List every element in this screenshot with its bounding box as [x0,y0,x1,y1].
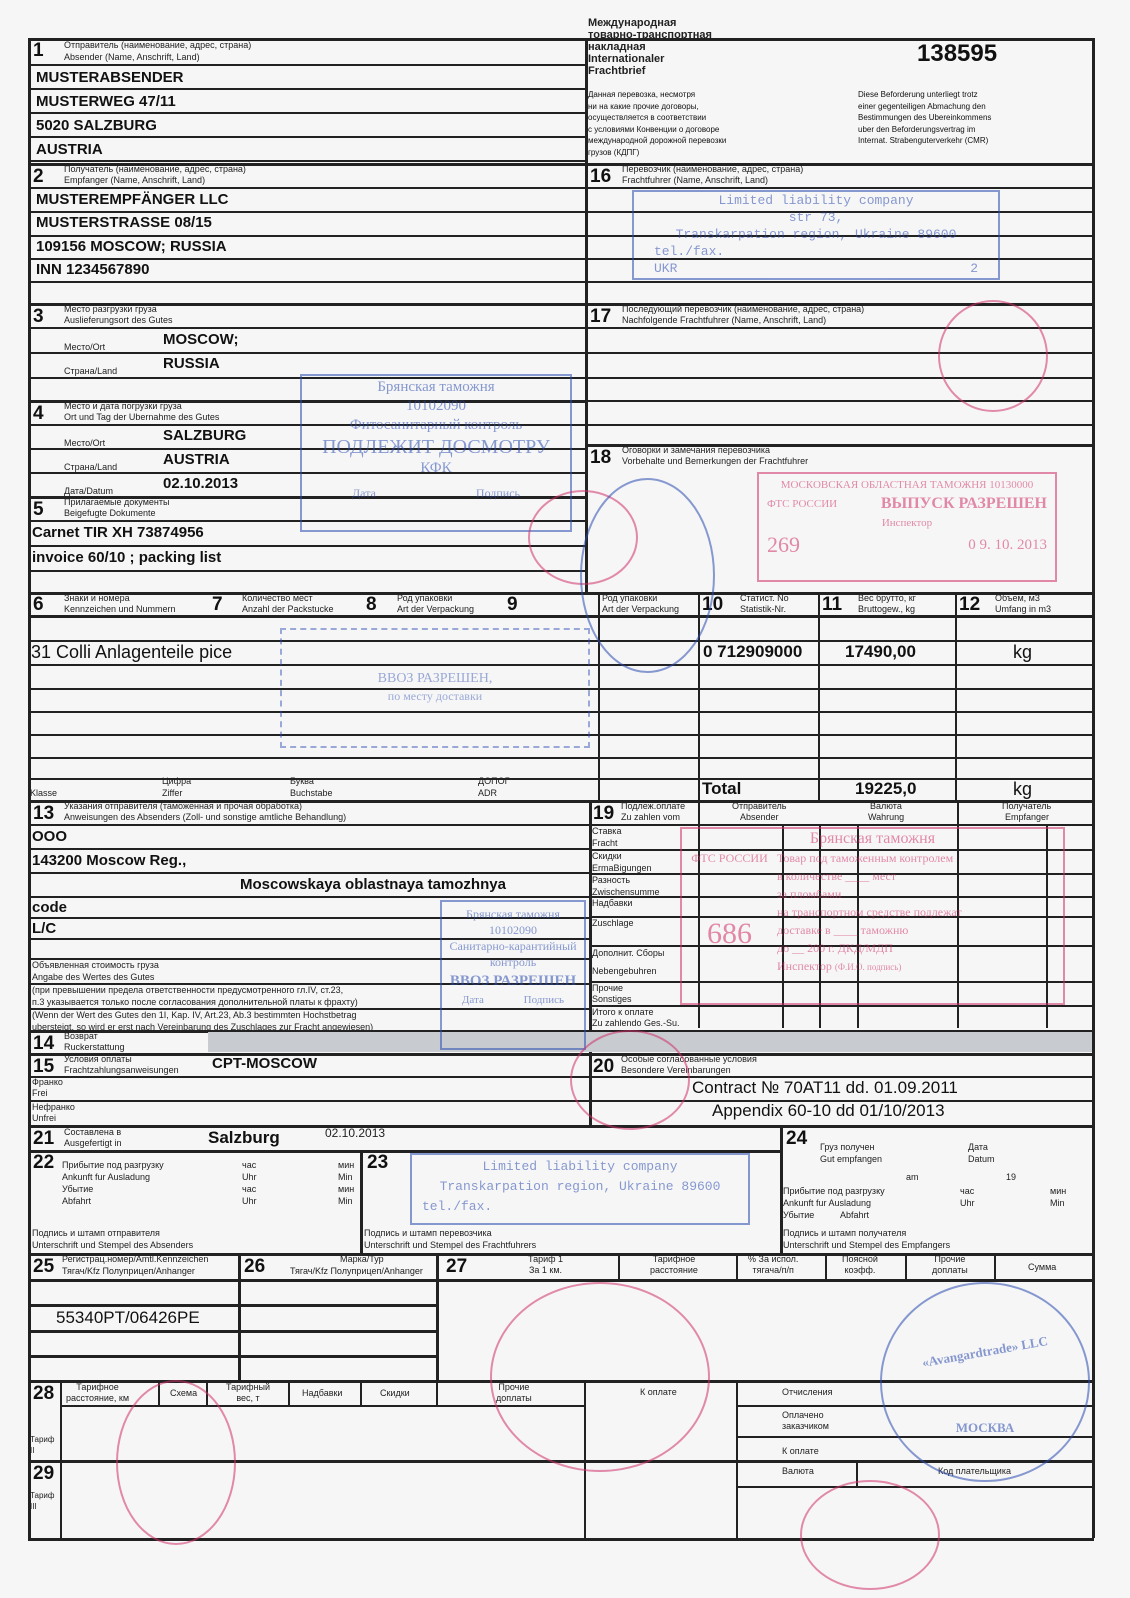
section-number: 16 [590,166,612,187]
appendix-reference: Appendix 60-10 dd 01/10/2013 [712,1101,945,1120]
stamp-text: доставке в [777,923,831,937]
text-line: Данная перевозка, несмотря [588,90,696,99]
stamp-text: tel./fax. [654,244,725,259]
text-line: с условиями Конвенции о договоре [588,124,720,134]
label-de: Kennzeichen und Nummern [64,604,176,614]
label-ru: Убытие [62,1184,94,1194]
label-ru: Количество мест [242,593,313,603]
row-label: Zwischensumme [592,887,660,897]
stamp-text: Подпись [475,486,520,500]
column-header: Поясной коэфф. [842,1254,878,1275]
signature-label: Unterschrift und Stempel des Empfangers [783,1240,951,1250]
column-header: Тарифный вес, т [226,1382,271,1403]
consignee-city: 109156 MOSCOW; RUSSIA [36,238,227,255]
year-label: 19 [1006,1172,1017,1182]
section-number: 10 [702,594,724,615]
stamp-text: ПОДЛЕЖИТ ДОСМОТРУ [322,436,550,458]
section-number: 25 [33,1256,55,1277]
section-number: 27 [446,1256,468,1277]
stamp-text: за пломбами [777,887,842,901]
column-header: Получатель [1002,801,1052,811]
label-ru: Груз получен [820,1142,875,1152]
minute-label: Min [1050,1198,1065,1208]
label-de: Abfahrt [62,1196,92,1206]
label-ru: Указания отправителя (таможенная и прочая обработка) [64,801,302,811]
row-label: ErmaBigungen [592,863,652,873]
adr-label: Буква [290,776,314,786]
section-number: 6 [33,594,44,615]
label-de: Anweisungen des Absenders (Zoll- und sonstige amtliche Behandlung) [64,812,347,822]
title-line: Frachtbrief [588,65,646,77]
section-number: 1 [33,40,44,61]
disclaimer-de [858,89,991,147]
label-ru: Знаки и номера [64,593,130,603]
label-ru: Составлена в [64,1127,122,1137]
row-label: Zu zahlendo Ges.-Su. [592,1018,680,1028]
section-number: 5 [33,499,44,520]
stamp-text: 269 [767,532,800,557]
contract-reference: Contract № 70AT11 dd. 01.09.2011 [692,1078,958,1097]
sender-country: AUSTRIA [36,141,103,158]
date-label: Дата [968,1142,988,1152]
payer-code-label: Код плательщика [938,1466,1011,1476]
issued-date: 02.10.2013 [325,1126,386,1140]
unfrei-label: Unfrei [32,1113,57,1123]
note-line: ubersteigt, so wird er erst nach Vereinbarung des Zuschlages zur Fracht angewiesen) [32,1022,374,1032]
goods-description: 31 Colli Anlagenteile pice [31,642,233,662]
currency-label: Валюта [782,1466,814,1476]
title-line: Международная [588,17,677,29]
avangardtrade-seal [880,1282,1090,1482]
column-header: Absender [740,812,779,822]
label-de: Gut empfangen [820,1154,883,1164]
note-line: (Wenn der Wert des Gutes den 1I, Kap. IV, Art.23, Ab.3 bestimmten Hochstbetrag [32,1010,357,1020]
label-de: Auslieferungsort des Gutes [64,315,173,325]
label-de: Empfanger (Name, Anschrift, Land) [64,175,206,185]
note-line: (при превышении предела ответственности предусмотренного гл.IV, ст.23, [32,985,344,995]
stamp-text: UKR [654,261,678,276]
label-de: Anzahl der Packstucke [242,604,334,614]
stamp-text: Limited liability company [482,1159,678,1174]
row-label: Прочие [592,983,624,993]
stamp-text: 686 [707,917,752,950]
hour-label: час [242,1184,257,1194]
section-number: 12 [959,594,981,615]
hour-label: Uhr [960,1198,975,1208]
adr-label: Buchstabe [290,788,333,798]
label-ru: Особые согласованные условия [621,1054,757,1064]
franko-label: Frei [32,1088,48,1098]
label-ru: Возврат [64,1031,98,1041]
label-ru: Прибытие под разгрузку [62,1160,164,1170]
section-number: 4 [33,403,44,424]
section-number: 14 [33,1033,55,1054]
label-de: Zu zahlen vom [621,812,681,822]
adr-label: ADR [478,788,498,798]
section-number: 13 [33,803,55,824]
date-label: Дата/Datum [64,486,113,496]
row-label: Zuschlage [592,918,634,928]
country-label: Страна/Land [64,462,118,472]
stamp-text: таможню [860,923,909,937]
stamp-text: 200 г. [807,941,835,955]
text-line: Internat. Strabenguterverkehr (CMR) [858,136,989,145]
stamp-text: ФТС РОССИИ [691,851,768,865]
document-invoice: invoice 60/10 ; packing list [32,549,222,566]
label-ru: Род упаковки [602,593,658,603]
loading-place: SALZBURG [163,427,247,444]
waybill-number: 138595 [917,40,998,67]
stamp-text: КФК [420,460,452,476]
to-pay-label: К оплате [782,1446,819,1456]
label-ru: Отправитель (наименование, адрес, страна) [64,40,252,50]
stamp-text: на транспортном средстве [777,905,911,919]
column-header: К оплате [640,1387,677,1397]
label-de: Art der Verpackung [602,604,680,614]
signature-label: Unterschrift und Stempel des Absenders [32,1240,194,1250]
sender-name: MUSTERABSENDER [36,69,184,86]
label-de: Beigefugte Dokumente [64,508,156,518]
stamp-text: Инспектор [881,517,933,529]
goods-unit: kg [1013,642,1033,662]
sender-street: MUSTERWEG 47/11 [36,93,176,110]
label-de: Nachfolgende Frachtfuhrer (Name, Anschrift, Land) [622,315,827,325]
stamp-text: мест [872,869,897,883]
stamp-text: Фитосанитарный контроль [349,417,523,433]
section-number: 7 [212,594,223,615]
franko-label: Франко [32,1077,63,1087]
declared-value-label-ru: Объявленная стоимость груза [32,960,159,970]
label-ru: Род упаковки [397,593,453,603]
signature-label: Подпись и штамп получателя [783,1228,907,1238]
consignee-street: MUSTERSTRASSE 08/15 [36,214,212,231]
signature-label: Подпись и штамп перевозчика [364,1228,492,1238]
consignee-inn: INN 1234567890 [36,261,150,278]
column-header: Надбавки [302,1388,343,1398]
title-line: Internationaler [588,53,665,65]
phyto-import-stamp [280,628,590,748]
label-de: Statistik-Nr. [740,604,787,614]
stamp-text: Брянская таможня [377,379,495,395]
section-number: 17 [590,306,612,327]
column-header: Валюта [870,801,902,811]
row-label: Разность [592,875,631,885]
label-de: Besondere Vereinbarungen [621,1065,731,1075]
label-de: Ausgefertigt in [64,1138,122,1148]
stamp-text: Брянская таможня [809,830,936,847]
section-number: 24 [786,1128,808,1149]
label-ru: Место и дата погрузки груза [64,401,182,411]
label-ru: Вес брутто, кг [858,593,916,603]
row-label: Скидки [592,851,622,861]
text-line: uber den Beforderungsvertrag im [858,124,976,134]
stamp-text: Limited liability company [718,193,914,208]
label-de: Тягач/Kfz Полуприцеп/Anhanger [290,1266,423,1276]
label-ru: Марка/Тур [340,1254,384,1264]
date-label: Datum [968,1154,995,1164]
customs-stamp-bryansk-sanitary [440,900,586,1050]
am-label: am [906,1172,919,1182]
row-label: Дополнит. Сборы [592,948,665,958]
total-unit: kg [1013,779,1033,799]
stamp-text: ВВОЗ РАЗРЕШЕН [449,973,577,989]
place-label: Место/Ort [64,342,106,352]
row-label: Fracht [592,838,618,848]
instruction-lc: L/C [32,920,57,937]
stamp-text: «Avangardtrade» LLC [920,1333,1049,1370]
unfrei-label: Нефранко [32,1102,75,1112]
text-line: осуществляется в соответствии [588,113,707,122]
section-number: 8 [366,594,377,615]
section-number: 28 [33,1383,55,1404]
payment-terms: CPT-MOSCOW [212,1055,317,1072]
column-header: Прочие доплаты [932,1254,968,1275]
section-number: 21 [33,1128,55,1149]
hour-label: Uhr [242,1196,257,1206]
stamp-text: Transkarpation region, Ukraine 89600 [675,227,957,242]
text-line: грузов (КДПГ) [588,147,640,157]
label-de: Art der Verpackung [397,604,475,614]
unloading-place: MOSCOW; [163,331,239,348]
section-number: 2 [33,166,44,187]
round-seal-stamp [570,1030,690,1130]
customs-release-stamp [757,472,1057,582]
signature-label: Unterschrift und Stempel des Frachtfuhrers [364,1240,537,1250]
total-weight: 19225,0 [855,779,917,798]
stamp-text: ФТС РОССИИ [767,498,838,510]
carrier-stamp [632,190,1000,280]
column-header: Empfanger [1005,812,1050,822]
label-de: Absender (Name, Anschrift, Land) [64,52,200,62]
label-ru: Условия оплаты [64,1054,132,1064]
label-de: Frachtfuhrer (Name, Anschrift, Land) [622,175,769,185]
round-seal-stamp [116,1380,236,1545]
stamp-text: 2 [970,261,978,276]
title-line: накладная [588,41,646,53]
stamp-text: str 73, [788,210,844,225]
label-de: Bruttogew., kg [858,604,916,614]
carrier-stamp-2 [410,1153,750,1225]
column-header: Схема [170,1388,198,1398]
column-header: Прочие доплаты [496,1382,532,1403]
place-label: Место/Ort [64,438,106,448]
label-de: Abfahrt [840,1210,870,1220]
tariff-ii-label: Тариф II [30,1435,55,1455]
section-number: 18 [590,447,612,468]
label-ru: Место разгрузки груза [64,304,157,314]
instruction-address: 143200 Moscow Reg., [32,852,187,869]
stamp-text: Санитарно-карантийный [449,939,577,953]
stamp-text: до [777,941,790,955]
stamp-text: МОСКОВСКАЯ ОБЛАСТНАЯ ТАМОЖНЯ 10130000 [780,479,1034,491]
stamp-text: в количестве [777,869,843,883]
total-label: Total [702,779,742,798]
customs-control-stamp: Брянская таможня ФТС РОССИИ 686 Товар под таможенным контролем в количестве ____ мест за пломбами на транспортном средстве подлежат доставке в ____ таможню до __ 200 г. ДКД/МДП Инспектор (Ф.И.О. подпись) [680,827,1065,1005]
goods-gross-weight: 17490,00 [845,642,916,661]
label-ru: Объем, м3 [995,593,1040,603]
document-carnet: Carnet TIR XH 73874956 [32,524,204,541]
consignee-name: MUSTEREMPFÄNGER LLC [36,191,229,208]
text-line: ни на какие прочие договоры, [588,101,699,111]
label-ru: Статист. No [740,593,789,603]
adr-label: Цифра [162,776,192,786]
instruction-customs: Moscowskaya oblastnaya tamozhnya [240,876,506,893]
section-number: 9 [507,594,518,615]
round-phyto-seal-stamp [580,478,715,673]
stamp-text: ДКД [837,941,863,955]
loading-country: AUSTRIA [163,451,230,468]
text-line: Bestimmungen des Ubereinkommens [858,113,992,122]
stamp-text: ВЫПУСК РАЗРЕШЕН [880,495,1047,512]
row-label: Надбавки [592,898,633,908]
column-header: Сумма [1028,1262,1057,1272]
issued-place: Salzburg [208,1128,280,1147]
section-number: 29 [33,1463,55,1484]
stamp-text: Transkarpation region, Ukraine 89600 [439,1179,721,1194]
instruction-code: code [32,899,68,916]
section-number: 26 [244,1256,266,1277]
label-ru: Подлеж.оплате [621,801,686,811]
text-line: международной дорожной перевозки [588,136,727,145]
round-customs-seal [938,300,1048,412]
round-seal-stamp [800,1480,940,1590]
hour-label: час [242,1160,257,1170]
label-de: Umfang in m3 [995,604,1052,614]
customs-stamp-bryansk-phyto [300,374,572,532]
section-number: 22 [33,1152,55,1173]
column-header: Скидки [380,1388,410,1398]
column-header: Отправитель [732,801,787,811]
stamp-text: Товар под таможенным контролем [777,851,954,865]
stamp-text: tel./fax. [422,1199,493,1214]
paid-by-customer-label: Оплачено заказчиком [782,1410,829,1431]
label-de: Ankunft fur Ausladung [62,1172,151,1182]
stamp-text: МОСКВА [955,1420,1015,1435]
label-ru: Получатель (наименование, адрес, страна) [64,164,246,174]
label-de: Тягач/Kfz Полуприцеп/Anhanger [62,1266,195,1276]
row-label: Ставка [592,826,622,836]
note-line: п.3 указывается только после согласования дополнительной платы к фрахту) [32,997,358,1007]
label-de: Ruckerstattung [64,1042,125,1052]
stamp-text: 0 9. 10. 2013 [968,537,1047,553]
label-de: Vorbehalte und Bemerkungen der Frachtfuhrer [622,456,809,466]
adr-label: Ziffer [162,788,183,798]
minute-label: мин [338,1184,355,1194]
section-number: 15 [33,1056,55,1077]
stamp-text: МДП [865,941,893,955]
text-line: Diese Beforderung unterliegt trotz [858,90,978,99]
stamp-text: Брянская таможня [466,907,560,921]
label-de: Ort und Tag der Ubernahme des Gutes [64,412,220,422]
label-ru: Последующий перевозчик (наименование, адрес, страна) [622,304,865,314]
round-seal-stamp [490,1282,710,1472]
label-ru: Регистрац.номер/Amtl.Kennzeichen [62,1254,209,1264]
label-ru: Убытие [783,1210,815,1220]
loading-date: 02.10.2013 [163,475,239,492]
hour-label: Uhr [242,1172,257,1182]
country-label: Страна/Land [64,366,118,376]
instruction-company: OOO [32,828,68,845]
section-number: 23 [367,1152,389,1173]
section-number: 19 [593,803,615,824]
adr-label: ДОПОГ [478,776,510,786]
column-header: Wahrung [868,812,905,822]
tariff-iii-label: Тариф III [30,1491,55,1511]
signature-label: Подпись и штамп отправителя [32,1228,160,1238]
section-number: 3 [33,306,44,327]
stamp-text: Инспектор [777,959,832,973]
label-ru: Оговорки и замечания перевозчика [622,445,771,455]
title-line: товарно-транспортная [588,29,712,41]
row-label: Sonstiges [592,994,632,1004]
column-header: Тарифное расстояние, км [66,1382,130,1403]
column-header: Тарифное расстояние [650,1254,698,1275]
label-de: Frachtzahlungsanweisungen [64,1065,179,1075]
minute-label: Min [338,1196,353,1206]
label-de: Ankunft fur Ausladung [783,1198,872,1208]
sender-city: 5020 SALZBURG [36,117,157,134]
label-ru: Прибытие под разгрузку [783,1186,885,1196]
row-label: Nebengebuhren [592,966,657,976]
stamp-text: Подпись [523,994,565,1006]
row-label: Итого к оплате [592,1007,654,1017]
stamp-text: подлежат [913,905,962,919]
label-ru: Перевозчик (наименование, адрес, страна) [622,164,804,174]
vehicle-registration: 55340PT/06426PE [56,1308,200,1327]
stamp-text: (Ф.И.О. подпись) [834,962,902,972]
stamp-text: по месту доставки [387,689,483,703]
declared-value-label-de: Angabe des Wertes des Gutes [32,972,155,982]
stamp-text: ВВОЗ РАЗРЕШЕН, [377,671,493,686]
adr-class-label: Klasse [30,788,58,798]
label-ru: Прилагаемые документы [64,497,170,507]
column-header: % За испол. тягача/п/п [748,1254,799,1275]
section-number: 20 [593,1056,615,1077]
stamp-text: контроль [489,955,537,969]
hour-label: час [960,1186,975,1196]
stamp-text: Дата [461,994,484,1006]
disclaimer-ru [588,89,726,158]
column-header: Отчисления [782,1387,833,1397]
stamp-text: 10102090 [406,398,466,414]
minute-label: мин [338,1160,355,1170]
text-line: einer gegenteiligen Abmachung den [858,101,986,111]
stamp-text: Дата [352,486,376,500]
minute-label: мин [1050,1186,1067,1196]
section-number: 11 [822,594,843,615]
column-header: Тариф 1 За 1 км. [528,1254,564,1275]
stamp-text: 10102090 [489,923,537,937]
minute-label: Min [338,1172,353,1182]
unloading-country: RUSSIA [163,355,220,372]
goods-stat-no: 0 712909000 [703,642,803,661]
